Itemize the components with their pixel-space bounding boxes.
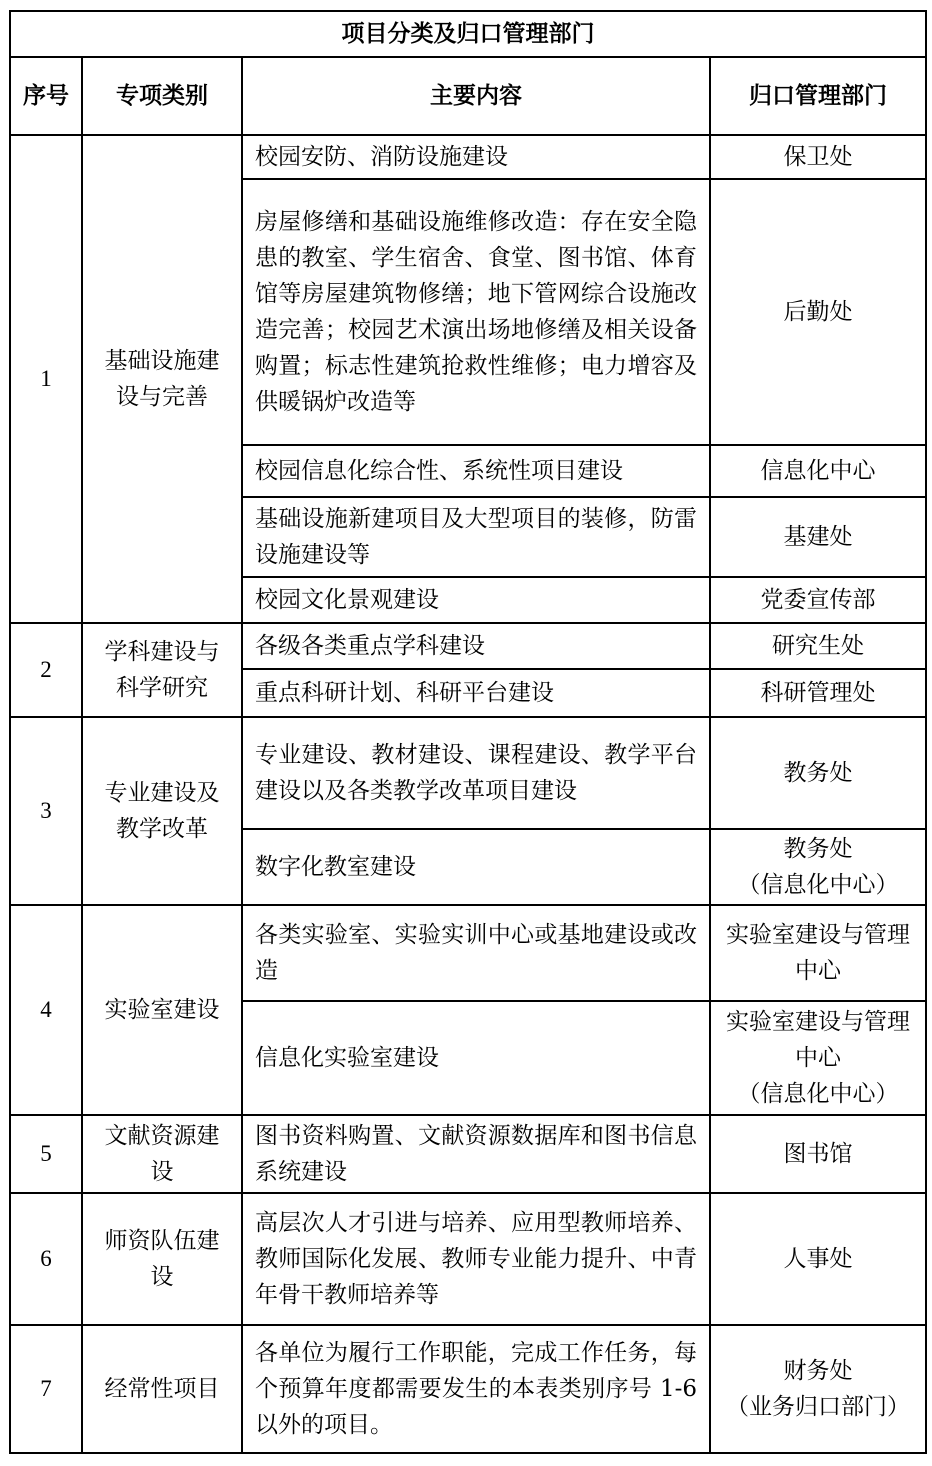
header-dept: 归口管理部门 [710, 57, 926, 135]
seq-cell: 6 [10, 1193, 82, 1325]
table-row [10, 623, 926, 669]
table-title: 项目分类及归口管理部门 [10, 11, 926, 57]
dept-cell: 信息化中心 [710, 445, 926, 497]
dept-cell: 图书馆 [710, 1115, 926, 1193]
dept-cell: 研究生处 [710, 623, 926, 669]
content-cell: 校园信息化综合性、系统性项目建设 [242, 445, 710, 497]
category-cell: 学科建设与科学研究 [82, 623, 242, 717]
dept-line-sub: （信息化中心） [737, 872, 899, 898]
content-cell: 基础设施新建项目及大型项目的装修，防雷设施建设等 [242, 497, 710, 577]
dept-cell [710, 1001, 926, 1115]
content-cell: 房屋修缮和基础设施维修改造：存在安全隐患的教室、学生宿舍、食堂、图书馆、体育馆等房屋建筑物修缮；地下管网综合设施改造完善；校园艺术演出场地修缮及相关设备购置；标志性建筑抢救性维修；电力增容及供暖锅炉改造等 [242, 179, 710, 445]
category-cell: 实验室建设 [82, 905, 242, 1115]
dept-cell [710, 1325, 926, 1453]
dept-cell: 党委宣传部 [710, 577, 926, 623]
content-cell: 信息化实验室建设 [242, 1001, 710, 1115]
dept-line-sub: （业务归口部门） [726, 1394, 910, 1420]
content-cell: 专业建设、教材建设、课程建设、教学平台建设以及各类教学改革项目建设 [242, 717, 710, 829]
header-category: 专项类别 [82, 57, 242, 135]
category-cell: 师资队伍建设 [82, 1193, 242, 1325]
content-cell: 各单位为履行工作职能，完成工作任务，每个预算年度都需要发生的本表类别序号 1-6 以外的项目。 [242, 1325, 710, 1453]
dept-line-sub: （信息化中心） [737, 1081, 899, 1107]
content-cell: 图书资料购置、文献资源数据库和图书信息系统建设 [242, 1115, 710, 1193]
content-cell: 校园安防、消防设施建设 [242, 135, 710, 179]
content-cell: 各级各类重点学科建设 [242, 623, 710, 669]
category-cell: 基础设施建设与完善 [82, 135, 242, 623]
dept-cell: 人事处 [710, 1193, 926, 1325]
dept-cell: 实验室建设与管理中心 [710, 905, 926, 1001]
dept-cell: 科研管理处 [710, 669, 926, 717]
seq-cell: 7 [10, 1325, 82, 1453]
category-cell: 专业建设及教学改革 [82, 717, 242, 905]
table-row [10, 1193, 926, 1325]
header-content: 主要内容 [242, 57, 710, 135]
project-classification-table [9, 10, 927, 1454]
content-cell: 校园文化景观建设 [242, 577, 710, 623]
category-cell: 文献资源建设 [82, 1115, 242, 1193]
content-cell: 数字化教室建设 [242, 829, 710, 905]
dept-line: 财务处 [783, 1358, 853, 1384]
header-seq: 序号 [10, 57, 82, 135]
content-cell: 重点科研计划、科研平台建设 [242, 669, 710, 717]
content-cell: 各类实验室、实验实训中心或基地建设或改造 [242, 905, 710, 1001]
seq-cell: 3 [10, 717, 82, 905]
dept-cell: 基建处 [710, 497, 926, 577]
dept-cell [710, 829, 926, 905]
seq-cell: 1 [10, 135, 82, 623]
seq-cell: 2 [10, 623, 82, 717]
dept-line: 实验室建设与管理中心 [726, 1009, 910, 1071]
content-cell: 高层次人才引进与培养、应用型教师培养、教师国际化发展、教师专业能力提升、中青年骨干教师培养等 [242, 1193, 710, 1325]
table-row [10, 717, 926, 829]
dept-cell: 保卫处 [710, 135, 926, 179]
dept-line: 教务处 [783, 836, 853, 862]
seq-cell: 5 [10, 1115, 82, 1193]
table-row [10, 135, 926, 179]
table-row [10, 1115, 926, 1193]
dept-cell: 教务处 [710, 717, 926, 829]
table-row [10, 1325, 926, 1453]
table-row [10, 905, 926, 1001]
dept-cell: 后勤处 [710, 179, 926, 445]
category-cell: 经常性项目 [82, 1325, 242, 1453]
seq-cell: 4 [10, 905, 82, 1115]
